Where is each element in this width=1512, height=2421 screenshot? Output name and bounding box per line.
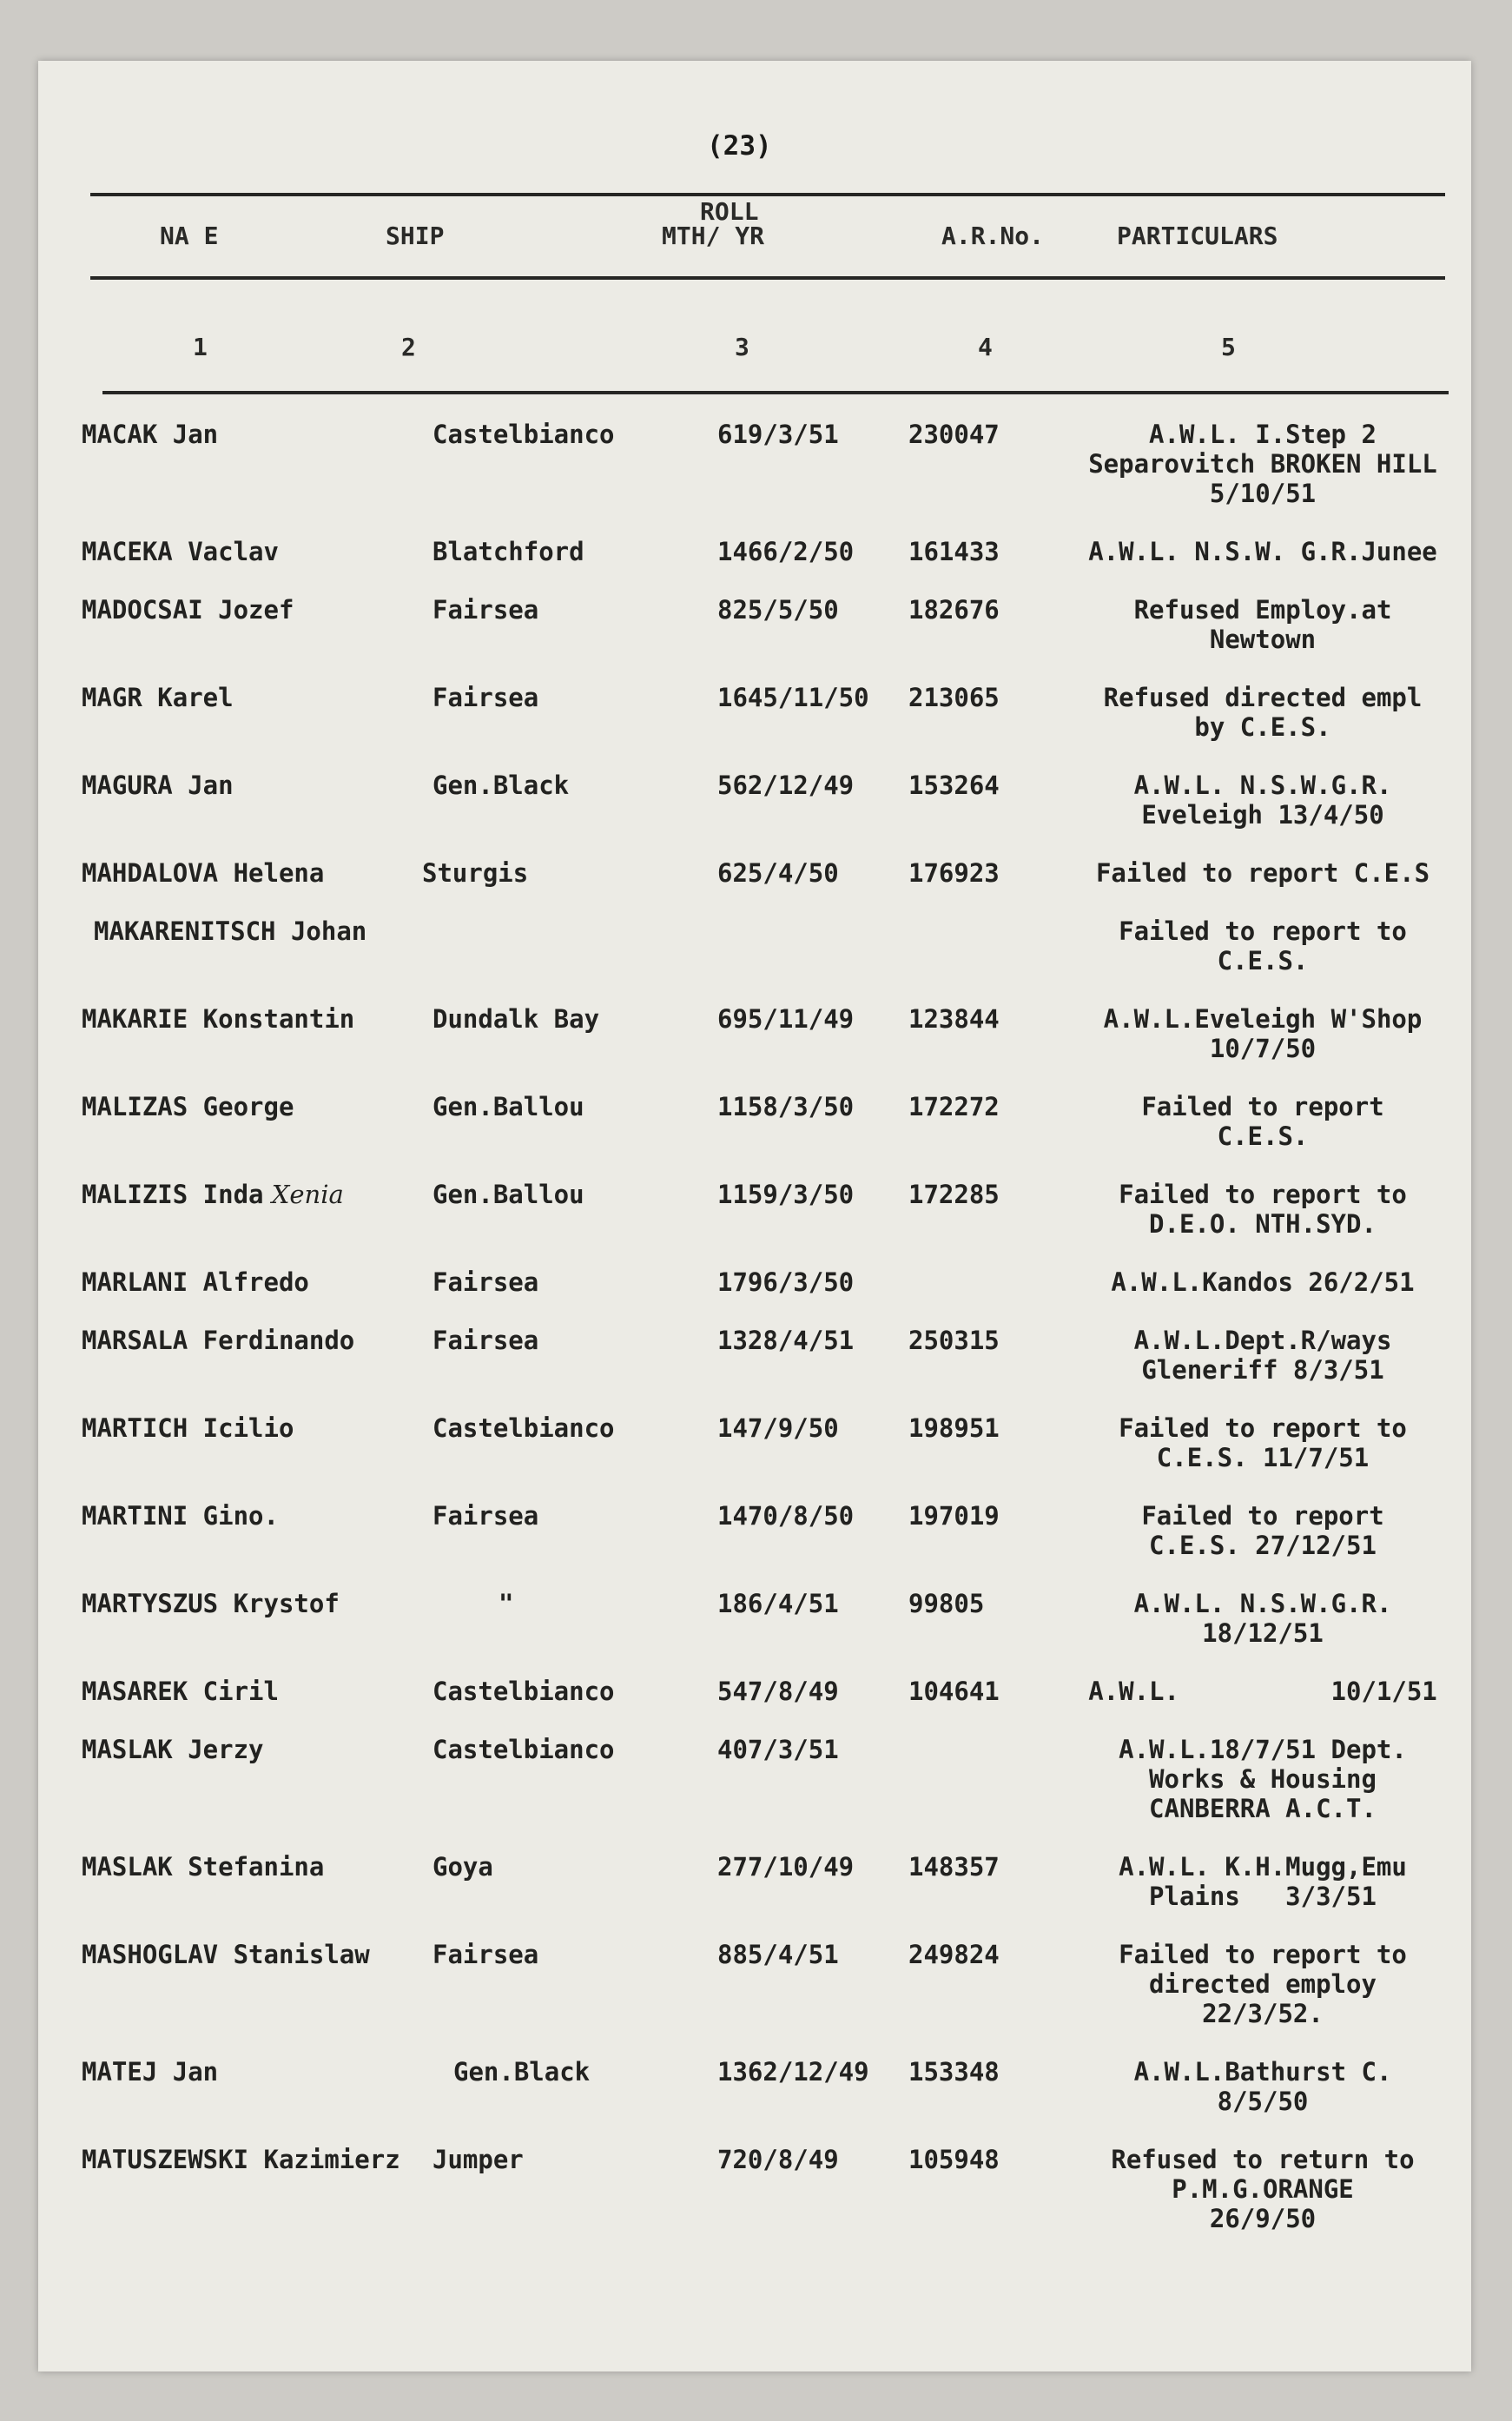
particulars-line: Failed to report C.E.S [1095,858,1430,888]
particulars-line: Works & Housing [1149,1764,1377,1794]
particulars-line: 10/7/50 [1209,1034,1317,1063]
row-name: MAGURA Jan [82,771,234,800]
particulars-line: Eveleigh 13/4/50 [1141,800,1384,830]
row-particulars [1072,1092,1454,1151]
row-particulars [1072,1413,1454,1472]
row-name: MAHDALOVA Helena [82,858,325,888]
row-ship: " [498,1589,514,1618]
particulars-line: CANBERRA A.C.T. [1149,1794,1377,1823]
particulars-line: Failed to report [1141,1501,1384,1531]
header-name: NA E [160,222,219,250]
particulars-line: 5/10/51 [1209,479,1317,508]
row-name: MARTYSZUS Krystof [82,1589,340,1618]
particulars-line: Failed to report [1141,1092,1384,1121]
row-name: MASHOGLAV Stanislaw [82,1940,370,1969]
row-ar-number: 161433 [908,537,1000,566]
row-particulars [1072,2145,1454,2233]
row-roll: 720/8/49 [717,2145,839,2174]
particulars-line: A.W.L. 10/1/51 [1088,1677,1437,1706]
particulars-line: P.M.G.ORANGE [1172,2174,1354,2204]
row-ship: Sturgis [422,858,529,888]
row-roll: 1158/3/50 [717,1092,855,1121]
row-ar-number: 182676 [908,595,1000,625]
row-ar-number: 230047 [908,420,1000,449]
row-name: MADOCSAI Jozef [82,595,294,625]
row-roll: 277/10/49 [717,1852,855,1882]
row-ar-number: 172272 [908,1092,1000,1121]
particulars-line: A.W.L. N.S.W.G.R. [1133,771,1392,800]
particulars-line: 22/3/52. [1202,1999,1324,2028]
particulars-line: A.W.L. N.S.W. G.R.Junee [1088,537,1437,566]
particulars-line: Failed to report to [1119,916,1407,946]
particulars-line: Separovitch BROKEN HILL [1088,449,1437,479]
row-particulars [1072,1501,1454,1560]
row-name: MACAK Jan [82,420,219,449]
row-ship: Blatchford [432,537,584,566]
row-name: MARSALA Ferdinando [82,1326,355,1355]
row-ar-number: 249824 [908,1940,1000,1969]
column-number-5: 5 [1221,333,1236,361]
row-roll: 407/3/51 [717,1735,839,1764]
particulars-line: Newtown [1209,625,1317,654]
row-ar-number: 153348 [908,2057,1000,2087]
header-bottom-rule [102,391,1449,394]
row-roll: 1645/11/50 [717,683,869,712]
row-particulars [1072,1677,1454,1706]
row-particulars [1072,771,1454,830]
header-ship: SHIP [386,222,445,250]
handwritten-name-note: Xenia [263,1180,344,1209]
row-ar-number: 176923 [908,858,1000,888]
row-ship: Gen.Black [432,771,570,800]
header-ar-no: A.R.No. [941,222,1045,250]
particulars-line: by C.E.S. [1194,712,1331,742]
row-ar-number: 250315 [908,1326,1000,1355]
row-name: MARTINI Gino. [82,1501,279,1531]
particulars-line: Failed to report to [1119,1180,1407,1209]
row-particulars [1072,1180,1454,1239]
row-particulars [1072,1589,1454,1648]
row-particulars [1072,1940,1454,2028]
header-roll-bottom: MTH/ YR [662,222,765,250]
row-name: MACEKA Vaclav [82,537,279,566]
row-ship: Fairsea [432,1501,539,1531]
row-particulars [1072,537,1454,566]
row-ar-number: 104641 [908,1677,1000,1706]
row-particulars [1072,916,1454,976]
row-roll: 186/4/51 [717,1589,839,1618]
row-ar-number: 99805 [908,1589,985,1618]
particulars-line: A.W.L.Kandos 26/2/51 [1111,1267,1415,1297]
row-particulars [1072,1004,1454,1063]
row-ship: Gen.Black [453,2057,591,2087]
row-ar-number: 153264 [908,771,1000,800]
particulars-line: Refused directed empl [1103,683,1423,712]
row-particulars [1072,2057,1454,2116]
page-number: (23) [707,130,772,162]
particulars-line: Plains 3/3/51 [1149,1882,1377,1911]
row-roll: 1466/2/50 [717,537,855,566]
particulars-line: C.E.S. [1217,1121,1309,1151]
row-roll: 547/8/49 [717,1677,839,1706]
row-ship: Fairsea [432,683,539,712]
row-roll: 1796/3/50 [717,1267,855,1297]
particulars-line: A.W.L. N.S.W.G.R. [1133,1589,1392,1618]
particulars-line: 18/12/51 [1202,1618,1324,1648]
row-name: MARLANI Alfredo [82,1267,309,1297]
particulars-line: A.W.L.Eveleigh W'Shop [1103,1004,1423,1034]
particulars-line: Refused Employ.at [1133,595,1392,625]
row-ar-number: 148357 [908,1852,1000,1882]
row-name: MATUSZEWSKI Kazimierz [82,2145,400,2174]
row-roll: 562/12/49 [717,771,855,800]
row-roll: 1159/3/50 [717,1180,855,1209]
header-top-rule [90,193,1445,196]
row-roll: 695/11/49 [717,1004,855,1034]
row-name: MARTICH Icilio [82,1413,294,1443]
row-ship: Castelbianco [432,1413,615,1443]
row-particulars [1072,683,1454,742]
particulars-line: Refused to return to [1111,2145,1415,2174]
document-page [38,61,1471,2371]
column-number-3: 3 [735,333,749,361]
row-particulars [1072,1852,1454,1911]
column-number-4: 4 [978,333,993,361]
particulars-line: A.W.L. K.H.Mugg,Emu [1119,1852,1407,1882]
row-ship: Castelbianco [432,420,615,449]
row-roll: 1328/4/51 [717,1326,855,1355]
row-ship: Goya [432,1852,493,1882]
particulars-line: 26/9/50 [1209,2204,1317,2233]
row-particulars [1072,595,1454,654]
particulars-line: A.W.L.Dept.R/ways [1133,1326,1392,1355]
row-ship: Fairsea [432,1267,539,1297]
row-ship: Fairsea [432,1940,539,1969]
row-ar-number: 172285 [908,1180,1000,1209]
particulars-line: Failed to report to [1119,1940,1407,1969]
header-roll-top: ROLL [700,197,759,226]
row-name: MASAREK Ciril [82,1677,279,1706]
particulars-line: A.W.L. I.Step 2 [1149,420,1377,449]
column-number-2: 2 [401,333,416,361]
row-ar-number: 198951 [908,1413,1000,1443]
particulars-line: Gleneriff 8/3/51 [1141,1355,1384,1385]
row-roll: 625/4/50 [717,858,839,888]
row-name: MASLAK Stefanina [82,1852,325,1882]
column-number-1: 1 [193,333,208,361]
row-ar-number: 123844 [908,1004,1000,1034]
row-name: MATEJ Jan [82,2057,219,2087]
particulars-line: C.E.S. [1217,946,1309,976]
row-ship: Jumper [432,2145,524,2174]
row-particulars [1072,420,1454,508]
row-roll: 147/9/50 [717,1413,839,1443]
header-mid-rule [90,276,1445,280]
row-particulars [1072,858,1454,888]
particulars-line: Failed to report to [1119,1413,1407,1443]
particulars-line: C.E.S. 11/7/51 [1156,1443,1370,1472]
row-ship: Castelbianco [432,1735,615,1764]
row-name: MASLAK Jerzy [82,1735,264,1764]
row-roll: 885/4/51 [717,1940,839,1969]
row-name: MAGR Karel [82,683,234,712]
row-ar-number: 105948 [908,2145,1000,2174]
row-ship: Castelbianco [432,1677,615,1706]
row-name: MAKARENITSCH Johan [94,916,367,946]
row-ar-number: 213065 [908,683,1000,712]
row-name: MALIZIS Inda Xenia [82,1180,344,1209]
row-particulars [1072,1326,1454,1385]
row-ship: Gen.Ballou [432,1092,584,1121]
particulars-line: directed employ [1149,1969,1377,1999]
header-particulars: PARTICULARS [1117,222,1278,250]
particulars-line: A.W.L.Bathurst C. [1133,2057,1392,2087]
row-name: MAKARIE Konstantin [82,1004,355,1034]
particulars-line: 8/5/50 [1217,2087,1309,2116]
particulars-line: A.W.L.18/7/51 Dept. [1119,1735,1407,1764]
particulars-line: D.E.O. NTH.SYD. [1149,1209,1377,1239]
row-roll: 1362/12/49 [717,2057,869,2087]
row-particulars [1072,1735,1454,1823]
row-ship: Fairsea [432,595,539,625]
row-roll: 1470/8/50 [717,1501,855,1531]
row-name: MALIZAS George [82,1092,294,1121]
particulars-line: C.E.S. 27/12/51 [1149,1531,1377,1560]
row-ar-number: 197019 [908,1501,1000,1531]
row-roll: 619/3/51 [717,420,839,449]
row-ship: Dundalk Bay [432,1004,600,1034]
row-roll: 825/5/50 [717,595,839,625]
row-particulars [1072,1267,1454,1297]
row-ship: Fairsea [432,1326,539,1355]
row-ship: Gen.Ballou [432,1180,584,1209]
